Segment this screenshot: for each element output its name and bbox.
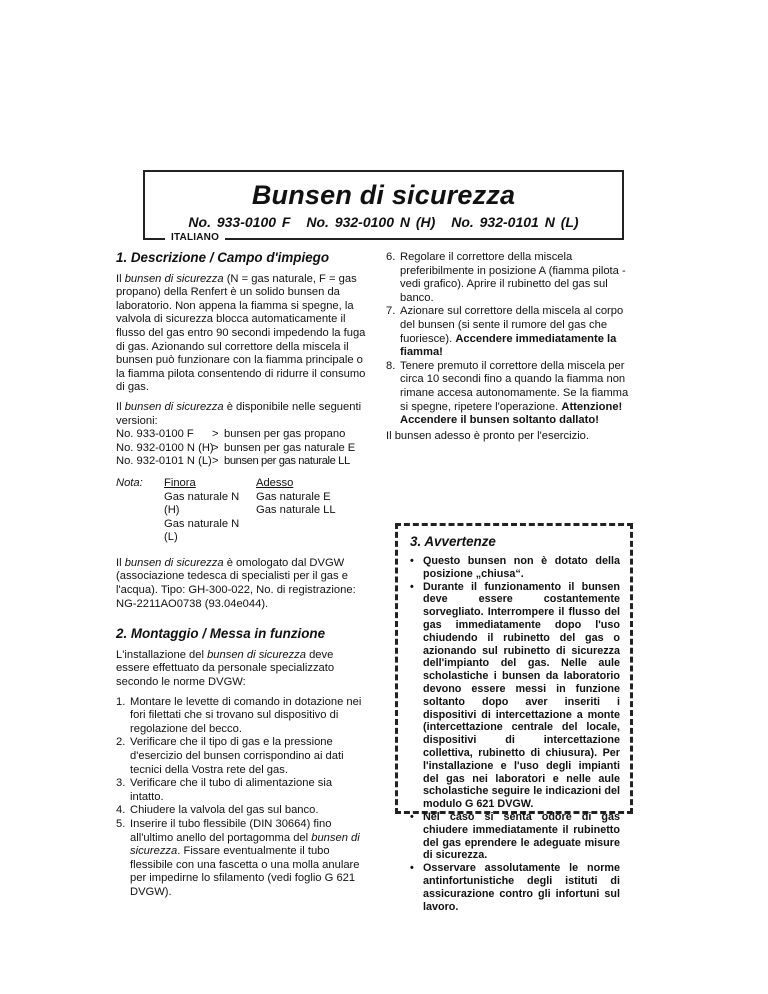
- list-item: 6. Regolare il correttore della miscela preferibilmente in posizione A (fiamma pilota - vedi grafico). Aprire il rubinetto del gas sul banco.: [386, 251, 626, 304]
- description-paragraph: Il bunsen di sicurezza (N = gas naturale, F = gas propano) della Renfert è un solido bunsen da laboratorio. Non appena la fiamma si spegne, la valvola di sicurezza blocca automaticamente il flusso del gas entro 90 secondi impedendo la fuga di gas. Azionando sul correttore della miscela il bunsen può funzionare con la fiamma principale o la fiamma pilota consentendo di ridurre il consumo di gas.: [116, 272, 366, 394]
- list-item: • Nel caso si senta odore di gas chiudere immediatamente il rubinetto del gas eprendere le adeguate misure di sicurezza.: [410, 810, 620, 862]
- section-heading-installation: 2. Montaggio / Messa in funzione: [116, 626, 326, 642]
- list-item: 4. Chiudere la valvola del gas sul banco.: [116, 804, 319, 817]
- note-label: Nota:: [116, 476, 143, 489]
- list-item: 7. Azionare sul correttore della miscela al corpo del bunsen (si sente il rumore del gas che fuoriesce). Accendere immediatamente la fiamma!: [386, 305, 624, 359]
- product-numbers: [145, 214, 622, 230]
- warnings-list: [410, 555, 620, 913]
- language-label: ITALIANO: [165, 232, 225, 243]
- installation-intro: L'installazione del bunsen di sicurezza deve essere effettuato da personale specializzato secondo le norme DVGW:: [116, 648, 335, 689]
- document-title: Bunsen di sicurezza: [251, 180, 516, 210]
- left-column: [116, 251, 366, 900]
- version-row: No. 932-0100 N (H) > bunsen per gas naturale E: [116, 441, 356, 454]
- version-row: No. 932-0101 N (L) > bunsen per gas naturale LL: [116, 455, 350, 468]
- warnings-box: [395, 523, 633, 913]
- list-item: • Questo bunsen non è dotato della posizione „chiusa“.: [410, 555, 620, 580]
- list-item: 8. Tenere premuto il correttore della miscela per circa 10 secondi fino a quando la fiamma non rimane accesa autonomamente. Se la fiamma si spegne, ripetere l'operazione. Attenzione! Accendere il bunsen soltanto dallato!: [386, 359, 629, 427]
- installation-steps-continued: [386, 251, 638, 428]
- product-number: No. 932-0101 N (L): [451, 214, 579, 230]
- version-row: No. 933-0100 F > bunsen per gas propano: [116, 428, 346, 441]
- right-column: [386, 251, 638, 449]
- product-number: No. 933-0100 F: [188, 214, 291, 230]
- section-heading-description: 1. Descrizione / Campo d'impiego: [116, 250, 330, 265]
- note-column-now: Adesso Gas naturale E Gas naturale LL: [256, 476, 336, 517]
- note-column-before: Finora Gas naturale N (H) Gas naturale N (L): [164, 476, 240, 544]
- list-item: 3. Verificare che il tubo di alimentazione sia intatto.: [116, 777, 333, 803]
- versions-intro: Il bunsen di sicurezza è disponibile nelle seguenti versioni:: [116, 400, 362, 427]
- title-box: [143, 170, 624, 240]
- list-item: • Durante il funzionamento il bunsen deve essere costantemente sorvegliato. Interrompere il flusso del gas immediatamente dopo l'uso chiudendo il rubinetto del gas o azionando sul rubinetto di sicurezza dell'impianto del gas. Nelle aule scholastiche i bunsen da laboratorio devono essere messi in funzione soltanto dopo aver inseriti i dispositivi di intercettazione a monte (intercettazione centrale del locale, dispositivi di intercettazione collettiva, rubinetto di chiusura). Per l'installazione e l'uso degli impianti del gas nei laboratori e nelle aule scholastiche seguire le indicazioni del modulo G 621 DVGW.: [410, 580, 620, 811]
- section-heading-warnings: 3. Avvertenze: [410, 534, 496, 549]
- ready-text: Il bunsen adesso è pronto per l'esercizio.: [386, 429, 590, 442]
- list-item: 1. Montare le levette di comando in dotazione nei fori filettati che si trovano sul dispositivo di regolazione del becco.: [116, 695, 362, 735]
- installation-steps: [116, 696, 366, 900]
- list-item: • Osservare assolutamente le norme antinfortunistiche degli istituti di assicurazione contro gli infortuni sul lavoro.: [410, 862, 620, 913]
- approval-paragraph: Il bunsen di sicurezza è omologato dal DVGW (associazione tedesca di specialisti per il gas e l'acqua). Tipo: GH-300-022, No. di registrazione: NG-2211AO0738 (93.04e044).: [116, 556, 356, 610]
- versions-list: [116, 428, 366, 469]
- product-number: No. 932-0100 N (H): [306, 214, 436, 230]
- list-item: 2. Verificare che il tipo di gas e la pressione d'esercizio del bunsen corrispondino ai dati tecnici della Vostra rete del gas.: [116, 736, 344, 776]
- note-table: [116, 477, 366, 545]
- list-item: 5. Inserire il tubo flessibile (DIN 30664) fino all'ultimo anello del portagomma del bunsen di sicurezza. Fissare eventualmente il tubo flessibile con una fascetta o una molla anulare per impedirne lo sfilamento (vedi foglio G 621 DVGW).: [116, 817, 360, 898]
